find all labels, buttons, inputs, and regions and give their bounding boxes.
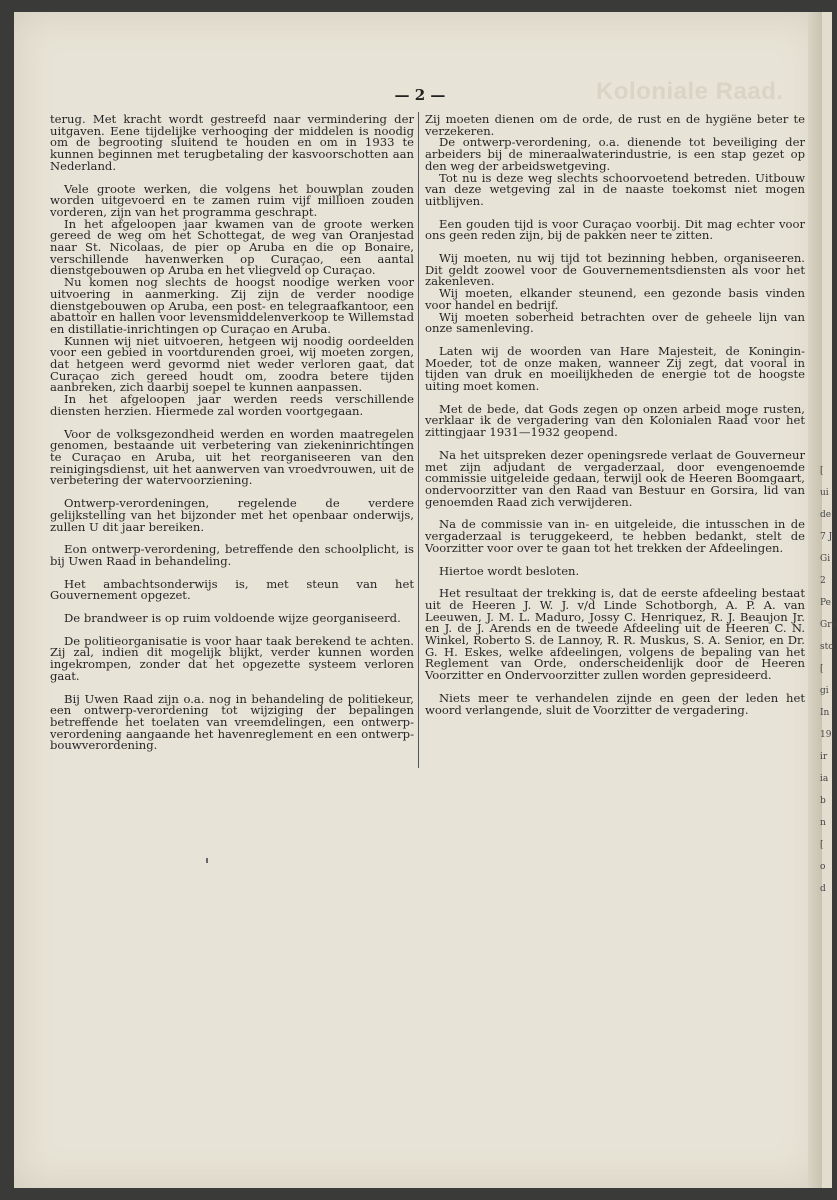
paragraph: Niets meer te verhandelen zijnde en geen der leden het woord verlangende, sluit de Voorzitter de vergadering. (425, 690, 805, 717)
margin-fragment: 7 J (820, 532, 833, 542)
paragraph: Het ambachtsonderwijs is, met steun van het Gouvernement opgezet. (50, 576, 414, 603)
paragraph: Hiertoe wordt besloten. (439, 563, 580, 578)
paragraph: Voor de volksgezondheid werden en worden maatregelen genomen, bestaande uit verbetering van ziekeninrichtingen te Curaçao en Aruba, uit het reorganiseeren van den reinigingsdienst, uit het aanwerven van vroedvrouwen, uit de verbetering der watervoorziening. (50, 426, 414, 488)
margin-fragment: d (820, 884, 826, 894)
margin-fragment: In (820, 708, 830, 718)
margin-fragment: o (820, 862, 826, 872)
paragraph: terug. Met kracht wordt gestreefd naar vermindering der uitgaven. Eene tijdelijke verhooging der middelen is noodig om de begrooting sluitend te houden en om in 1933 te kunnen beginnen met terugbetaling der kasvoorschotten aan Nederland. (50, 112, 414, 173)
stray-ink-mark (206, 858, 208, 863)
paragraph: Met de bede, dat Gods zegen op onzen arbeid moge rusten, verklaar ik de vergadering van den Kolonialen Raad voor het zittingjaar 1931—1932 geopend. (425, 401, 805, 440)
paragraph: Het resultaat der trekking is, dat de eerste afdeeling bestaat uit de Heeren J. W. J. v/d Linde Schotborgh, A. P. A. van Leeuwen, J. M. L. Maduro, Jossy C. Henriquez, R. J. Beaujon Jr. en J. de J. Arends en de tweede Afdeeling uit de Heeren C. N. Winkel, Roberto S. de Lannoy, R. R. Muskus, S. A. Senior, en Dr. G. H. Eskes, welke afdeelingen, volgens de bepaling van het Reglement van Orde, onderscheidenlijk door de Heeren Voorzitter en Ondervoorzitter zullen worden gepresideerd. (425, 586, 805, 683)
margin-fragment: [ (820, 664, 824, 674)
paragraph: De politieorganisatie is voor haar taak berekend te achten. Zij zal, indien dit mogelijk blijkt, verder kunnen worden ingekrompen, zonder dat het opgezette systeem verloren gaat. (50, 633, 414, 683)
show-through-heading: Koloniale Raad. (596, 78, 784, 105)
paragraph: Bij Uwen Raad zijn o.a. nog in behandeling de politiekeur, een ontwerp-verordening tot wijziging der bepalingen betreffende het toelaten van vreemdelingen, een ontwerp-verordening aangaande het havenreglement en een ontwerp-bouwverordening. (50, 691, 414, 753)
margin-fragment: 19 (820, 730, 832, 740)
paragraph: De brandweer is op ruim voldoende wijze georganiseerd. (64, 611, 401, 626)
paragraph: Kunnen wij niet uitvoeren, hetgeen wij noodig oordeelden voor een gebied in voortdurenden groei, wij moeten zorgen, dat hetgeen werd gevormd niet weder verloren gaat, dat Curaçao zich gereed houdt om, zoodra betere tijden aanbreken, zich daarbij soepel te kunnen aanpassen. (50, 333, 414, 395)
margin-fragment: b (820, 796, 826, 806)
margin-fragment: 2 (820, 576, 826, 586)
page-number: — 2 — (394, 86, 446, 104)
margin-fragment: ui (820, 488, 829, 498)
paragraph: Zij moeten dienen om de orde, de rust en de hygiëne beter te verzekeren. (425, 112, 805, 138)
paragraph: In het afgeloopen jaar werden reeds verschillende diensten herzien. Hiermede zal worden voortgegaan. (50, 392, 414, 418)
paragraph: De ontwerp-verordening, o.a. dienende tot beveiliging der arbeiders bij de mineraalwaterindustrie, is een stap gezet op den weg der arbeidswetgeving. (425, 135, 805, 173)
right-column (425, 114, 805, 716)
margin-fragment: n (820, 818, 826, 828)
margin-fragment: Gro (820, 620, 837, 630)
paragraph: In het afgeloopen jaar kwamen van de groote werken gereed de weg om het Schottegat, de weg van Oranjestad naar St. Nicolaas, de pier op Aruba en die op Bonaire, verschillende havenwerken op Curaçao, een aantal dienstgebouwen op Aruba en het vliegveld op Curaçao. (50, 216, 414, 278)
paragraph: Tot nu is deze weg slechts schoorvoetend betreden. Uitbouw van deze wetgeving zal in de naaste toekomst niet mogen uitblijven. (425, 170, 805, 208)
paragraph: Ontwerp-verordeningen, regelende de verdere gelijkstelling van het bijzonder met het openbaar onderwijs, zullen U dit jaar bereiken. (50, 496, 414, 534)
paragraph: Wij moeten, elkander steunend, een gezonde basis vinden voor handel en bedrijf. (425, 286, 805, 312)
paragraph: Eon ontwerp-verordening, betreffende den schoolplicht, is bij Uwen Raad in behandeling. (50, 542, 414, 568)
paragraph: Een gouden tijd is voor Curaçao voorbij. Dit mag echter voor ons geen reden zijn, bij de pakken neer te zitten. (425, 216, 805, 243)
paragraph: Nu komen nog slechts de hoogst noodige werken voor uitvoering in aanmerking. Zij zijn de verder noodige dienstgebouwen op Aruba, een post- en telegraafkantoor, een abattoir en hallen voor levensmiddelenverkoop te Willemstad en distillatie-inrichtingen op Curaçao en Aruba. (50, 275, 414, 336)
paragraph: Wij moeten soberheid betrachten over de geheele lijn van onze samenleving. (425, 309, 805, 336)
margin-fragment: [ (820, 466, 824, 476)
margin-fragment: Pe (820, 598, 831, 608)
margin-fragment: gi (820, 686, 829, 696)
left-column (50, 114, 414, 752)
margin-fragment: ir (820, 752, 828, 762)
margin-fragment: sto (820, 642, 834, 652)
paragraph: Wij moeten, nu wij tijd tot bezinning hebben, organiseeren. Dit geldt zoowel voor de Gouvernementsdiensten als voor het zakenleven. (425, 251, 805, 289)
margin-fragment: Gi (820, 554, 831, 564)
paragraph: Na het uitspreken dezer openingsrede verlaat de Gouverneur met zijn adjudant de vergaderzaal, door evengenoemde commissie uitgeleide gedaan, terwijl ook de Heeren Boomgaart, ondervoorzitter van den Raad van Bestuur en Gorsira, lid van genoemden Raad zich verwijderen. (425, 447, 805, 509)
paragraph: Na de commissie van in- en uitgeleide, die intusschen in de vergaderzaal is teruggekeerd, te hebben bedankt, stelt de Voorzitter voor over te gaan tot het trekken der Afdeelingen. (425, 517, 805, 555)
next-page-margin-text (820, 460, 837, 900)
margin-fragment: ia (820, 774, 829, 784)
paragraph: Vele groote werken, die volgens het bouwplan zouden worden uitgevoerd en te zamen ruim vijf millioen zouden vorderen, zijn van het programma geschrapt. (50, 181, 414, 219)
paragraph: Laten wij de woorden van Hare Majesteit, de Koningin-Moeder, tot de onze maken, wanneer Zij zegt, dat vooral in tijden van druk en moeilijkheden de energie tot de hoogste uiting moet komen. (425, 343, 805, 394)
margin-fragment: de (820, 510, 832, 520)
column-divider (418, 112, 419, 768)
margin-fragment: [ (820, 840, 824, 850)
